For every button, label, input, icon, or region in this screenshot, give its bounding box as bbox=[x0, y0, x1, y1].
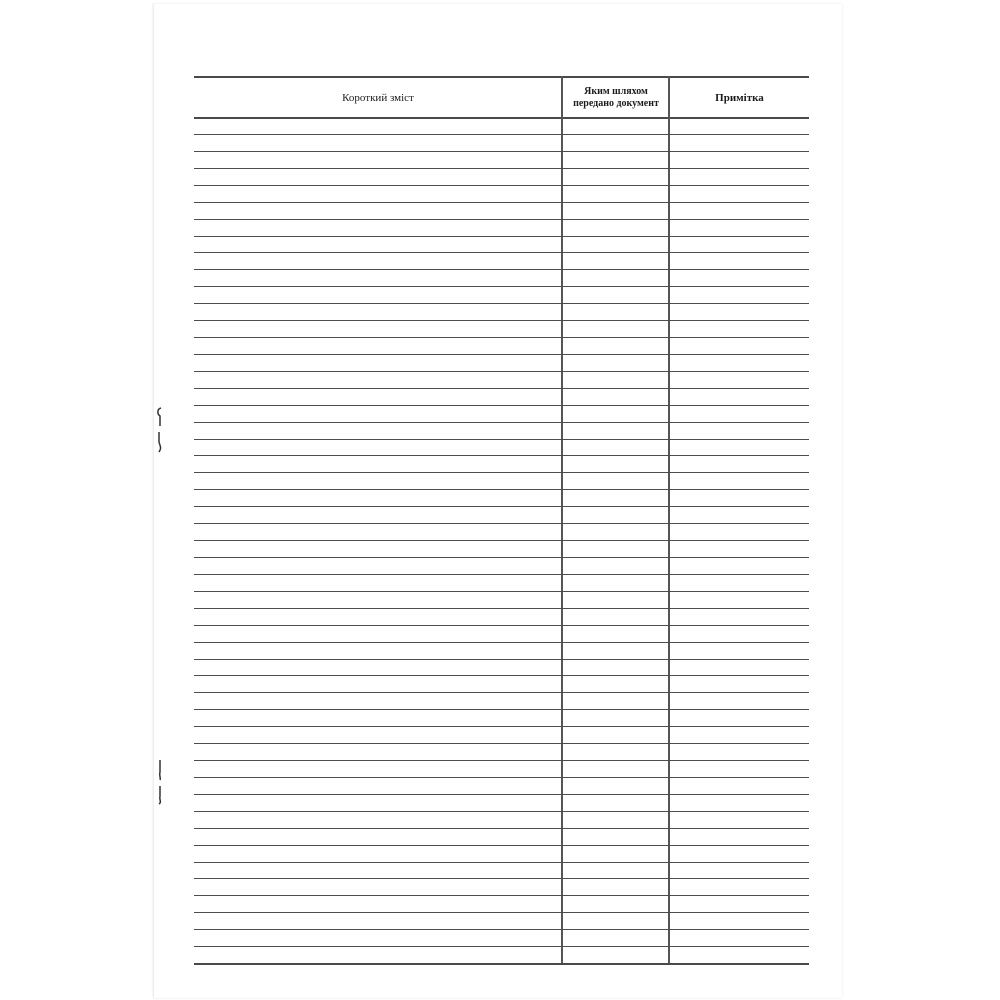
table-row bbox=[194, 811, 809, 812]
table-row bbox=[194, 219, 809, 220]
table-row bbox=[194, 608, 809, 609]
column-divider bbox=[561, 76, 563, 965]
table-row bbox=[194, 709, 809, 710]
table-row bbox=[194, 337, 809, 338]
table-row bbox=[194, 286, 809, 287]
column-header-summary bbox=[194, 78, 562, 117]
table-row bbox=[194, 929, 809, 930]
table-row bbox=[194, 675, 809, 676]
table-row bbox=[194, 269, 809, 270]
table-row bbox=[194, 455, 809, 456]
table-row bbox=[194, 895, 809, 896]
table-row bbox=[194, 794, 809, 795]
table-row bbox=[194, 422, 809, 423]
table-row bbox=[194, 523, 809, 524]
table-row bbox=[194, 371, 809, 372]
table-row bbox=[194, 862, 809, 863]
table-row bbox=[194, 320, 809, 321]
column-header-transfer-method bbox=[563, 78, 669, 117]
table-row bbox=[194, 912, 809, 913]
table-row bbox=[194, 760, 809, 761]
table-bottom-rule bbox=[194, 963, 809, 965]
table-row bbox=[194, 489, 809, 490]
table-row bbox=[194, 743, 809, 744]
table-row bbox=[194, 726, 809, 727]
table-row bbox=[194, 574, 809, 575]
table-row bbox=[194, 828, 809, 829]
column-header-note bbox=[670, 78, 809, 117]
header-bottom-rule bbox=[194, 117, 809, 119]
table-row bbox=[194, 878, 809, 879]
table-row bbox=[194, 202, 809, 203]
table-row bbox=[194, 659, 809, 660]
table-row bbox=[194, 168, 809, 169]
column-divider bbox=[668, 76, 670, 965]
column-header-summary-label: Короткий зміст bbox=[342, 91, 414, 104]
table-row bbox=[194, 439, 809, 440]
table-row bbox=[194, 506, 809, 507]
column-header-transfer-method-label: Яким шляхом передано документ bbox=[573, 85, 659, 109]
table-row bbox=[194, 845, 809, 846]
staple-icon bbox=[156, 406, 164, 454]
table-row bbox=[194, 472, 809, 473]
table-row bbox=[194, 557, 809, 558]
table-row bbox=[194, 642, 809, 643]
table-row bbox=[194, 252, 809, 253]
table-row bbox=[194, 777, 809, 778]
register-table bbox=[194, 76, 809, 966]
column-header-note-label: Примітка bbox=[715, 91, 764, 104]
table-row bbox=[194, 405, 809, 406]
table-row bbox=[194, 591, 809, 592]
table-row bbox=[194, 540, 809, 541]
table-row bbox=[194, 692, 809, 693]
table-row bbox=[194, 388, 809, 389]
table-row bbox=[194, 134, 809, 135]
table-row bbox=[194, 946, 809, 947]
table-row bbox=[194, 151, 809, 152]
staple-icon bbox=[156, 758, 164, 806]
table-row bbox=[194, 354, 809, 355]
table-row bbox=[194, 236, 809, 237]
table-row bbox=[194, 625, 809, 626]
table-row bbox=[194, 303, 809, 304]
table-row bbox=[194, 185, 809, 186]
